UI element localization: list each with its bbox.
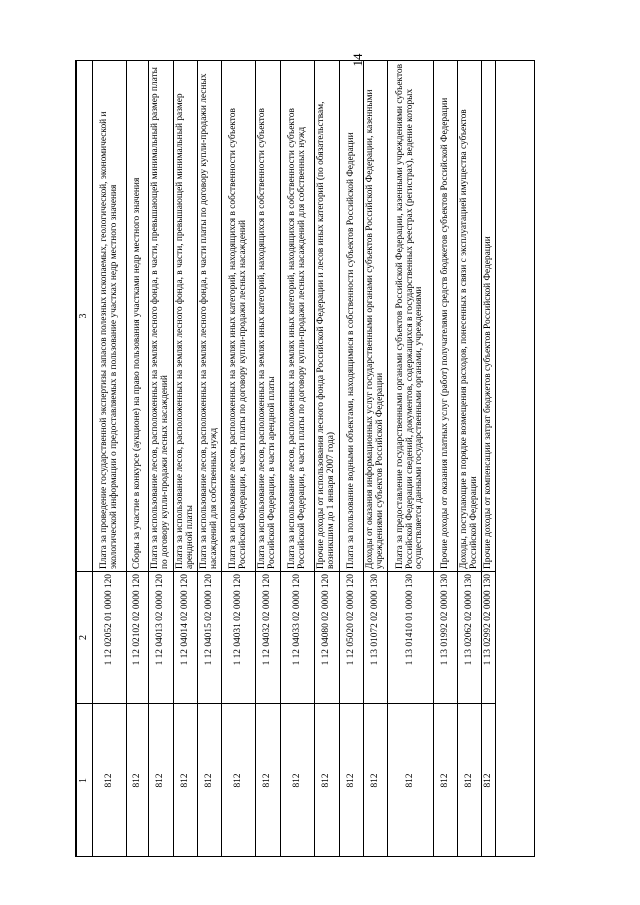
income-name-cell: Плата за использование лесов, расположенных на землях иных категорий, находящихся в собственности субъектов Российской Федерации, в части платы по договору купли-продажи лесных насаждений для собственных нужд: [281, 61, 315, 572]
revenue-codes-table: [76, 60, 496, 857]
admin-code-cell: 812: [281, 704, 315, 858]
header-col-3: 3: [77, 61, 93, 572]
table-row: [458, 61, 482, 858]
income-name-cell: Плата за проведение государственной экспертизы запасов полезных ископаемых, геологической, экономической и экологической информации о предоставляемых в пользование участках недр местного значения: [93, 61, 127, 572]
budget-code-cell: 1 13 01072 02 0000 130: [364, 572, 388, 704]
page-number: 14: [350, 53, 365, 67]
income-name-cell: Прочие доходы от компенсации затрат бюджетов субъектов Российской Федерации: [482, 61, 496, 572]
admin-code-cell: 812: [222, 704, 256, 858]
budget-code-cell: 1 12 04032 02 0000 120: [256, 572, 281, 704]
budget-code-cell: 1 13 01410 01 0000 130: [388, 572, 434, 704]
income-name-cell: Плата за использование лесов, расположенных на землях иных категорий, находящихся в собственности субъектов Российской Федерации, в части арендной платы: [256, 61, 281, 572]
income-name-cell: Плата за пользование водными объектами, находящимися в собственности субъектов Российской Федерации: [340, 61, 364, 572]
admin-code-cell: 812: [388, 704, 434, 858]
budget-code-cell: 1 12 04031 02 0000 120: [222, 572, 256, 704]
budget-code-cell: 1 13 01992 02 0000 130: [434, 572, 458, 704]
budget-code-cell: 1 13 02062 02 0000 130: [458, 572, 482, 704]
income-name-cell: Плата за использование лесов, расположенных на землях лесного фонда, в части платы по договору купли-продажи лесных насаждений для собственных нужд: [198, 61, 222, 572]
income-name-cell: Плата за предоставление государственными органами субъектов Российской Федерации, казенными учреждениями субъектов Российской Федерации сведений, документов, содержащихся в государственных реестрах (регистрах), ведение которых осуществляется данными государственными органами, учреждениями: [388, 61, 434, 572]
table-row: [174, 61, 198, 858]
table-row: [340, 61, 364, 858]
admin-code-cell: 812: [458, 704, 482, 858]
income-name-cell: Плата за использование лесов, расположенных на землях иных категорий, находящихся в собственности субъектов Российской Федерации, в части платы по договору купли-продажи лесных насаждений: [222, 61, 256, 572]
budget-code-cell: 1 12 04033 02 0000 120: [281, 572, 315, 704]
income-name-cell: Доходы, поступающие в порядке возмещения расходов, понесенных в связи с эксплуатацией имущества субъектов Российской Федерации: [458, 61, 482, 572]
admin-code-cell: 812: [93, 704, 127, 858]
table-row: [482, 61, 496, 858]
income-name-cell: Плата за использование лесов, расположенных на землях лесного фонда, в части, превышающей минимальный размер платы по договору купли-продажи лесных насаждений: [149, 61, 174, 572]
table-row: [364, 61, 388, 858]
income-name-cell: Прочие доходы от использования лесного фонда Российской Федерации и лесов иных категорий (по обязательствам, возникшим до 1 января 2007 года): [315, 61, 340, 572]
budget-code-cell: 1 12 04014 02 0000 120: [174, 572, 198, 704]
table-row: [149, 61, 174, 858]
income-name-cell: Доходы от оказания информационных услуг государственными органами субъектов Российской Федерации, казенными учреждениями субъектов Российской Федерации: [364, 61, 388, 572]
table-row: [93, 61, 127, 858]
admin-code-cell: 812: [434, 704, 458, 858]
admin-code-cell: 812: [127, 704, 149, 858]
table-row: [388, 61, 434, 858]
table-row: [315, 61, 340, 858]
income-name-cell: Плата за использование лесов, расположенных на землях лесного фонда, в части, превышающей минимальный размер арендной платы: [174, 61, 198, 572]
budget-code-cell: 1 12 02052 01 0000 120: [93, 572, 127, 704]
document-frame: [75, 60, 535, 857]
table-row: [198, 61, 222, 858]
budget-code-cell: 1 12 04015 02 0000 120: [198, 572, 222, 704]
admin-code-cell: 812: [315, 704, 340, 858]
admin-code-cell: 812: [256, 704, 281, 858]
budget-code-cell: 1 12 04080 02 0000 120: [315, 572, 340, 704]
admin-code-cell: 812: [149, 704, 174, 858]
admin-code-cell: 812: [482, 704, 496, 858]
table-row: [256, 61, 281, 858]
header-col-1: 1: [77, 704, 93, 858]
header-col-2: 2: [77, 572, 93, 704]
budget-code-cell: 1 12 04013 02 0000 120: [149, 572, 174, 704]
table-row: [222, 61, 256, 858]
header-row: [77, 61, 93, 858]
table-row: [127, 61, 149, 858]
budget-code-cell: 1 12 05020 02 0000 120: [340, 572, 364, 704]
table-row: [434, 61, 458, 858]
rotated-table-container: [76, 61, 535, 857]
admin-code-cell: 812: [364, 704, 388, 858]
income-name-cell: Прочие доходы от оказания платных услуг (работ) получателями средств бюджетов субъектов Российской Федерации: [434, 61, 458, 572]
income-name-cell: Сборы за участие в конкурсе (аукционе) на право пользования участками недр местного значения: [127, 61, 149, 572]
budget-code-cell: 1 12 02102 02 0000 120: [127, 572, 149, 704]
admin-code-cell: 812: [340, 704, 364, 858]
budget-code-cell: 1 13 02992 02 0000 130: [482, 572, 496, 704]
admin-code-cell: 812: [174, 704, 198, 858]
table-row: [281, 61, 315, 858]
table-body: [93, 61, 496, 858]
admin-code-cell: 812: [198, 704, 222, 858]
